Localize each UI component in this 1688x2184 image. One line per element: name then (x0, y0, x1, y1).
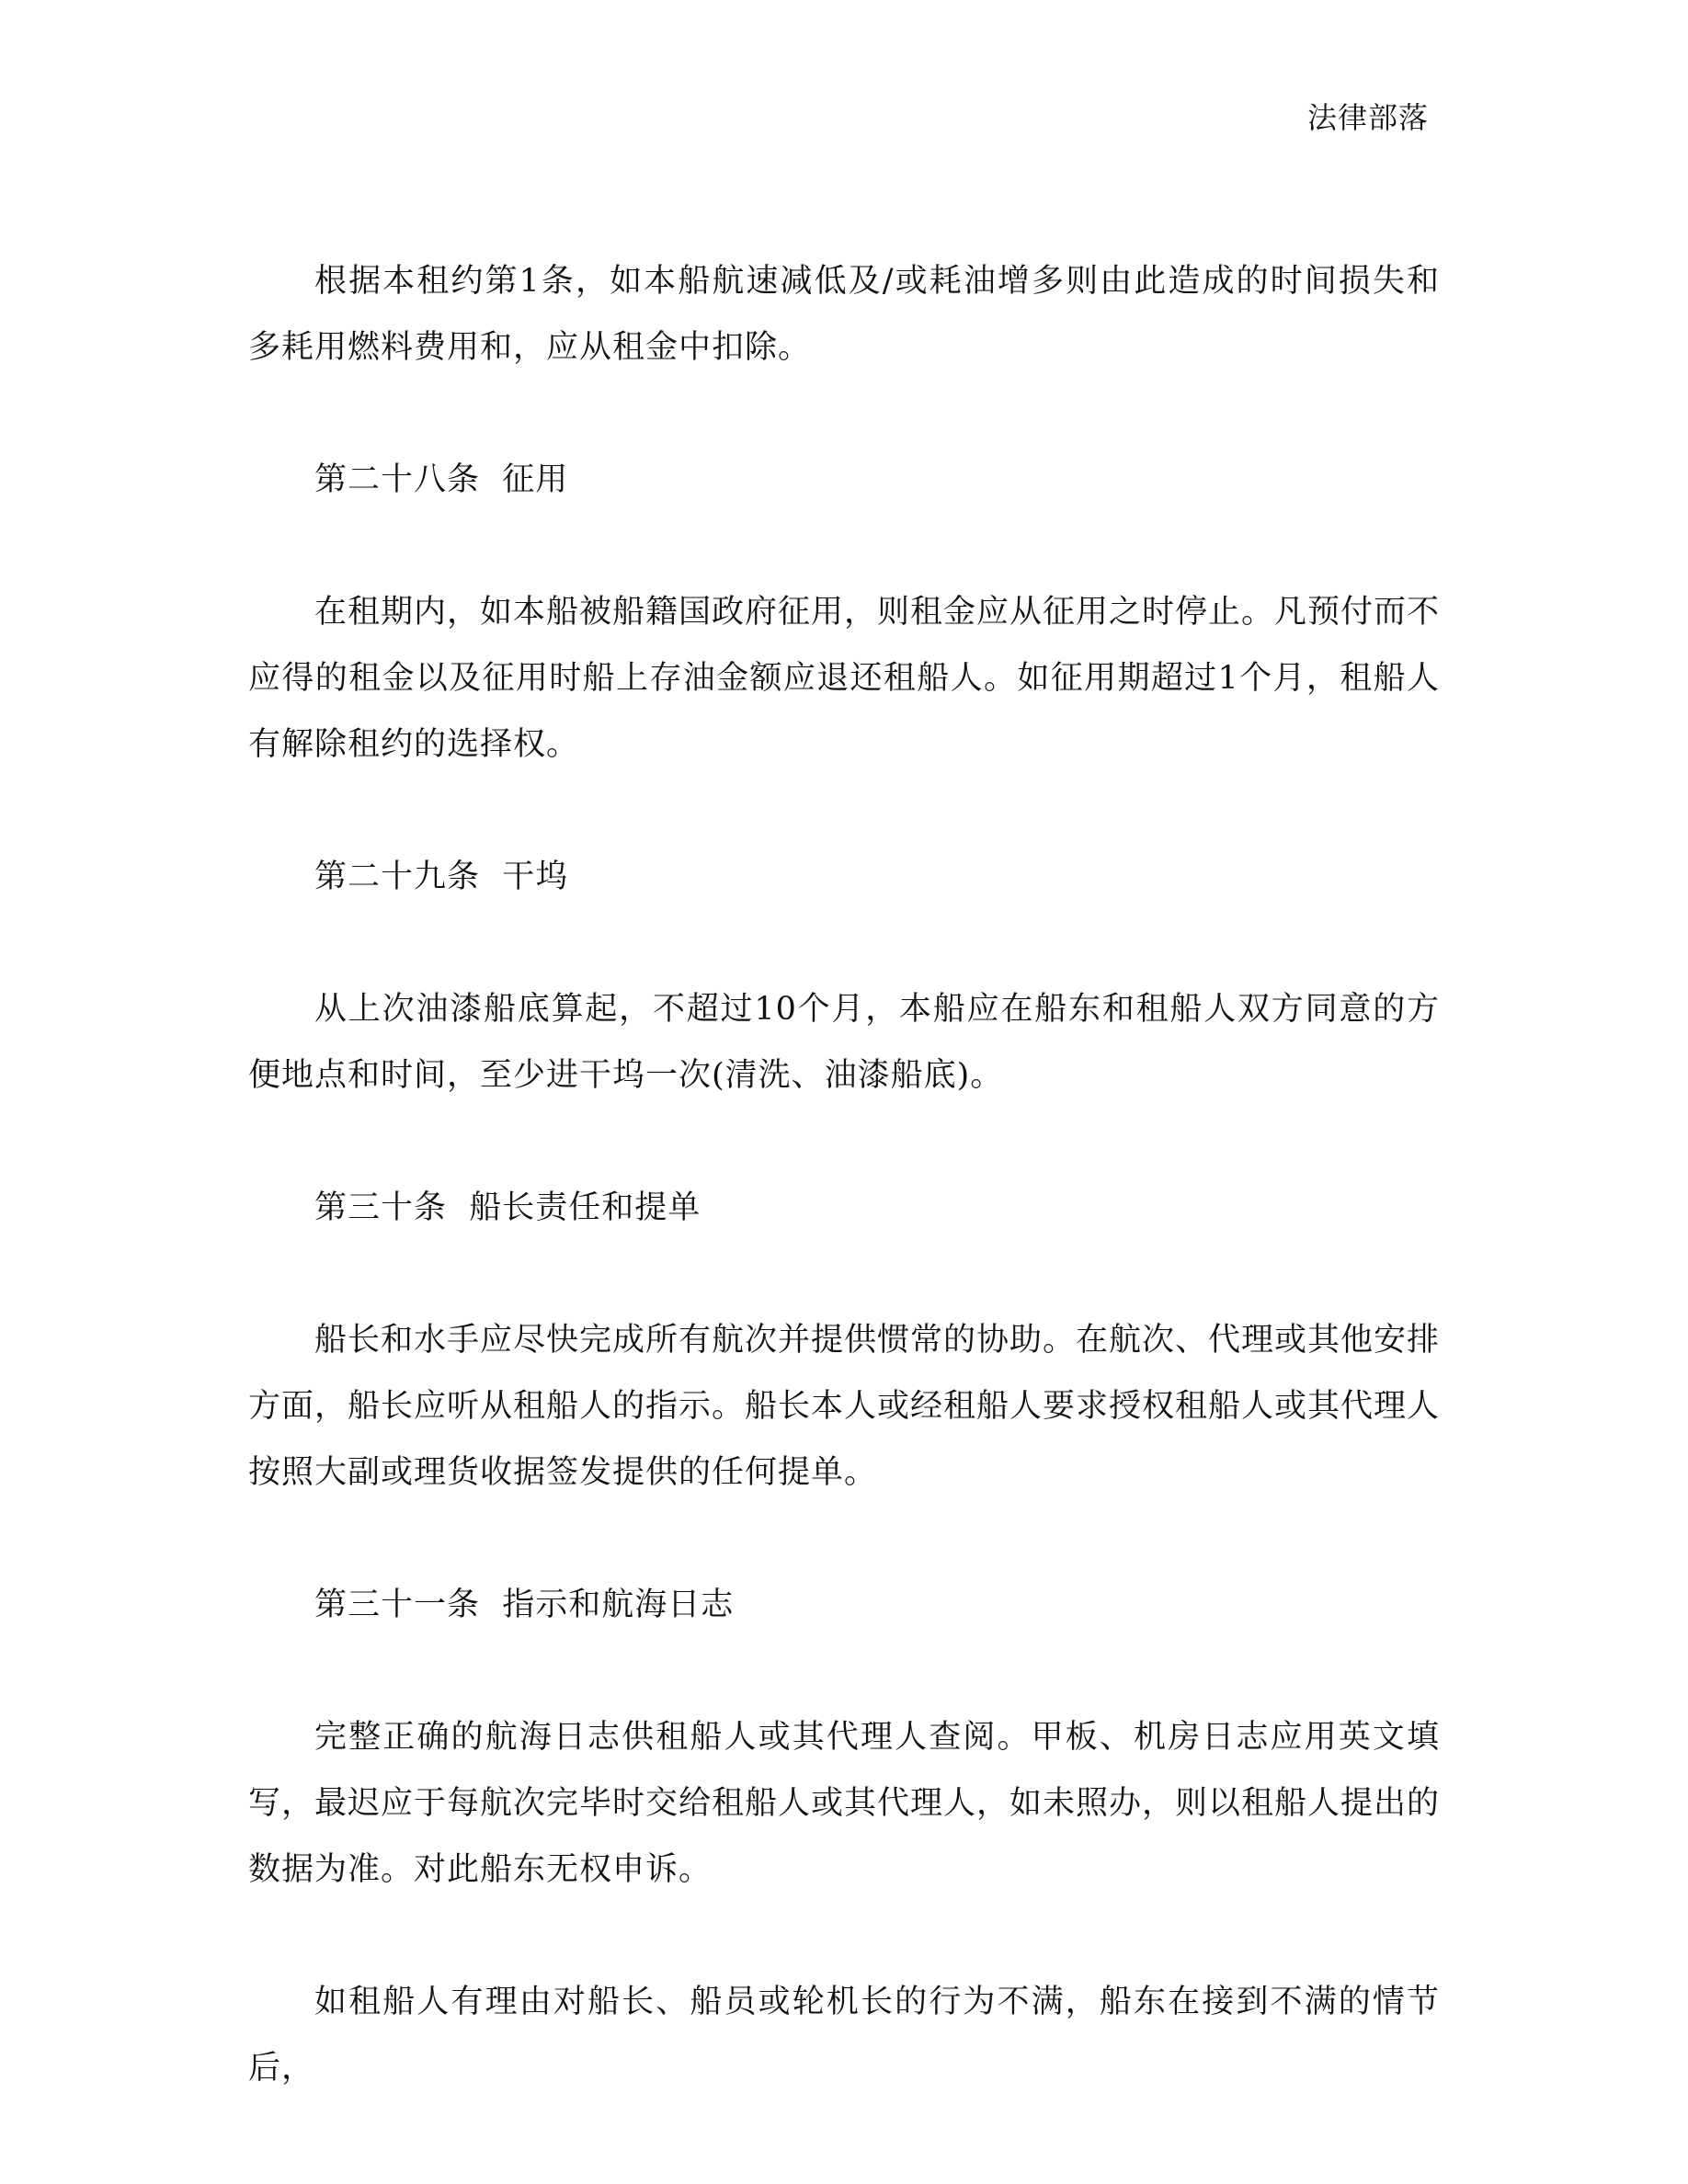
paragraph-requisition: 在租期内，如本船被船籍国政府征用，则租金应从征用之时停止。凡预付而不应得的租金以及征用时船上存油金额应退还租船人。如征用期超过1个月，租船人有解除租约的选择权。 (248, 594, 1441, 763)
heading-article-29: 第二十九条 干坞 (314, 859, 569, 895)
header-brand: 法律部落 (1306, 100, 1429, 135)
heading-article-30: 第三十条 船长责任和提单 (314, 1189, 701, 1226)
paragraph-master-bills: 船长和水手应尽快完成所有航次并提供惯常的协助。在航次、代理或其他安排方面，船长应听从租船人的指示。船长本人或经租船人要求授权租船人或其代理人按照大副或理货收据签发提供的任何提单。 (248, 1322, 1441, 1491)
paragraph-fuel-deduction: 根据本租约第1条，如本船航速减低及/或耗油增多则由此造成的时间损失和多耗用燃料费用和，应从租金中扣除。 (248, 263, 1440, 366)
document-body (248, 248, 1440, 2101)
paragraph-complaint: 如租船人有理由对船长、船员或轮机长的行为不满，船东在接到不满的情节后， (248, 1984, 1440, 2087)
paragraph-logbook: 完整正确的航海日志供租船人或其代理人查阅。甲板、机房日志应用英文填写，最迟应于每航次完毕时交给租船人或其代理人，如未照办，则以租船人提出的数据为准。对此船东无权申诉。 (248, 1719, 1441, 1888)
paragraph-drydock: 从上次油漆船底算起，不超过10个月，本船应在船东和租船人双方同意的方便地点和时间，至少进干坞一次(清洗、油漆船底)。 (248, 991, 1440, 1094)
heading-article-28: 第二十八条 征用 (314, 461, 569, 498)
heading-article-31: 第三十一条 指示和航海日志 (314, 1587, 735, 1623)
